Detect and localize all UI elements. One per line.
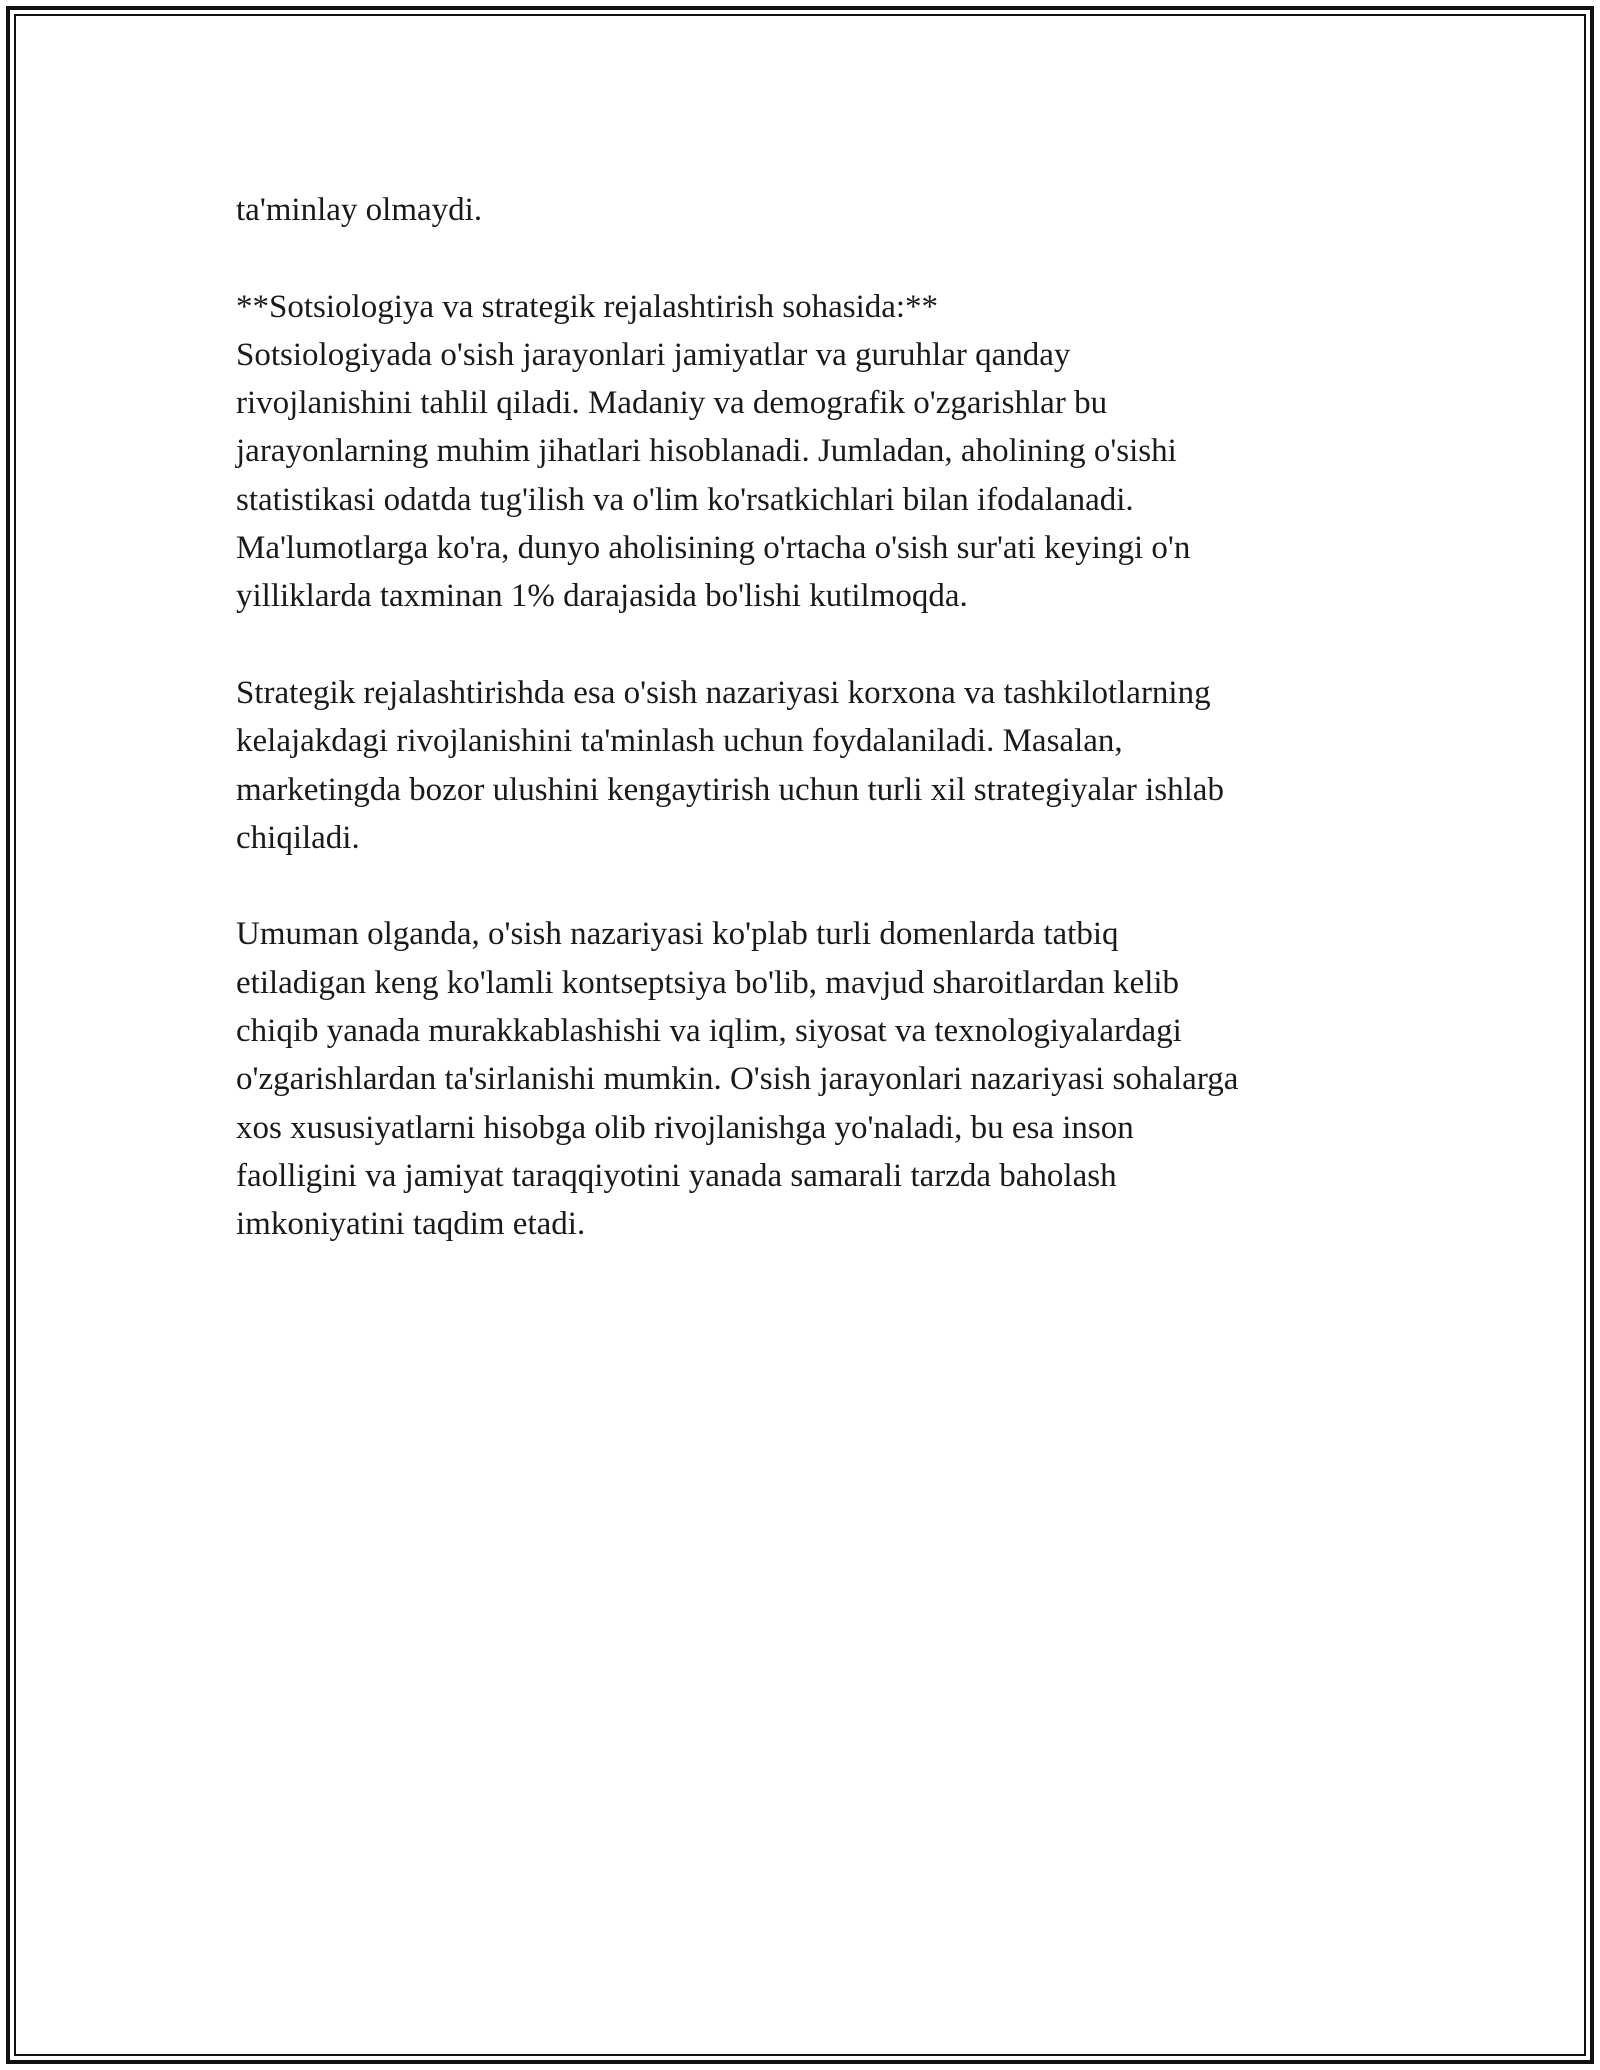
text-line: marketingda bozor ulushini kengaytirish uchun turli xil strategiyalar ishlab	[236, 771, 1224, 808]
text-line: ta'minlay olmaydi.	[236, 192, 483, 228]
text-line: kelajakdagi rivojlanishini ta'minlash uchun foydalaniladi. Masalan,	[236, 723, 1123, 760]
text-line: Ma'lumotlarga ko'ra, dunyo aholisining o'rtacha o'sish sur'ati keyingi o'n	[236, 530, 1191, 567]
blank-line	[236, 234, 1376, 282]
text-line: xos xususiyatlarni hisobga olib rivojlanishga yo'naladi, bu esa inson	[236, 1109, 1134, 1146]
text-line: statistikasi odatda tug'ilish va o'lim ko'rsatkichlari bilan ifodalanadi.	[236, 481, 1134, 518]
text-line: o'zgarishlardan ta'sirlanishi mumkin. O'sish jarayonlari nazariyasi sohalarga	[236, 1061, 1239, 1098]
text-line: rivojlanishini tahlil qiladi. Madaniy va demografik o'zgarishlar bu	[236, 385, 1108, 422]
text-line: Sotsiologiyada o'sish jarayonlari jamiyatlar va guruhlar qanday	[236, 336, 1071, 373]
text-line: chiqiladi.	[236, 819, 360, 856]
blank-line	[236, 621, 1376, 669]
text-line: jarayonlarning muhim jihatlari hisoblanadi. Jumladan, aholining o'sishi	[236, 433, 1177, 470]
document-body	[236, 186, 1376, 1249]
blank-line	[236, 862, 1376, 910]
text-line: yilliklarda taxminan 1% darajasida bo'lishi kutilmoqda.	[236, 578, 968, 615]
text-line: chiqib yanada murakkablashishi va iqlim, siyosat va texnologiyalardagi	[236, 1013, 1182, 1050]
text-line: faolligini va jamiyat taraqqiyotini yanada samarali tarzda baholash	[236, 1157, 1117, 1194]
section-heading: **Sotsiologiya va strategik rejalashtirish sohasida:**	[236, 288, 939, 325]
text-line: etiladigan keng ko'lamli kontseptsiya bo'lib, mavjud sharoitlardan kelib	[236, 964, 1180, 1001]
text-line: Umuman olganda, o'sish nazariyasi ko'plab turli domenlarda tatbiq	[236, 916, 1119, 953]
text-line: Strategik rejalashtirishda esa o'sish nazariyasi korxona va tashkilotlarning	[236, 674, 1211, 711]
text-line: imkoniyatini taqdim etadi.	[236, 1206, 586, 1243]
